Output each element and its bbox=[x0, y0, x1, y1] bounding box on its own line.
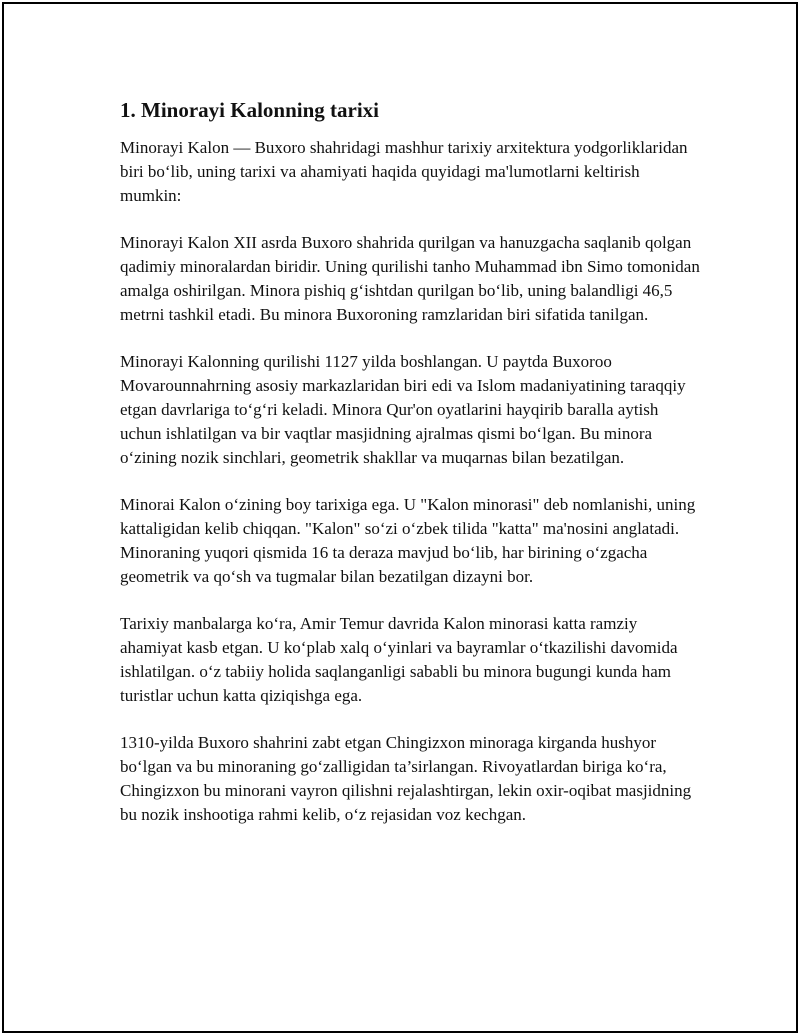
paragraph-timur-era: Tarixiy manbalarga ko‘ra, Amir Temur davrida Kalon minorasi katta ramziy ahamiyat kasb etgan. U ko‘plab xalq o‘yinlari va bayramlar o‘tkazilishi davomida ishlatilgan. o‘z tabiiy holida saqlanganligi sababli bu minora bugungi kunda ham turistlar uchun katta qiziqishga ega. bbox=[120, 614, 678, 705]
paragraph-history-start: Minorayi Kalonning qurilishi 1127 yilda boshlangan. U paytda Buxoroo Movarounnahrning asosiy markazlaridan biri edi va Islom madaniyatining taraqqiy etgan davrlariga to‘g‘ri keladi. Minora Qur'on oyatlarini hayqirib baralla aytish uchun ishlatilgan va bir vaqtlar masjidning ajralmas qismi bo‘lgan. Bu minora o‘zining nozik sinchlari, geometrik shakllar va muqarnas bilan bezatilgan. bbox=[120, 352, 686, 467]
paragraph-name-meaning: Minorai Kalon o‘zining boy tarixiga ega. U "Kalon minorasi" deb nomlanishi, uning kattaligidan kelib chiqqan. "Kalon" so‘zi o‘zbek tilida "katta" ma'nosini anglatadi. Minoraning yuqori qismida 16 ta deraza mavjud bo‘lib, har birining o‘zgacha geometrik va qo‘sh va tugmalar bilan bezatilgan dizayni bor. bbox=[120, 495, 696, 586]
paragraph-construction: Minorayi Kalon XII asrda Buxoro shahrida qurilgan va hanuzgacha saqlanib qolgan qadimiy minoralardan biridir. Uning qurilishi tanho Muhammad ibn Simo tomonidan amalga oshirilgan. Minora pishiq g‘ishtdan qurilgan bo‘lib, uning balandligi 46,5 metrni tashkil etadi. Bu minora Buxoroning ramzlaridan biri sifatida tanilgan. bbox=[120, 233, 700, 324]
document-body bbox=[120, 96, 700, 850]
page-frame bbox=[2, 2, 798, 1033]
paragraph-chingizxon: 1310-yilda Buxoro shahrini zabt etgan Chingizxon minoraga kirganda hushyor bo‘lgan va bu minoraning go‘zalligidan ta’sirlangan. Rivoyatlardan biriga ko‘ra, Chingizxon bu minorani vayron qilishni rejalashtirgan, lekin oxir-oqibat masjidning bu nozik inshootiga rahmi kelib, o‘z rejasidan voz kechgan. bbox=[120, 733, 692, 824]
paragraph-intro: Minorayi Kalon — Buxoro shahridagi mashhur tarixiy arxitektura yodgorliklaridan biri bo‘lib, uning tarixi va ahamiyati haqida quyidagi ma'lumotlarni keltirish mumkin: bbox=[120, 138, 688, 205]
document-title: 1. Minorayi Kalonning tarixi bbox=[120, 98, 380, 122]
